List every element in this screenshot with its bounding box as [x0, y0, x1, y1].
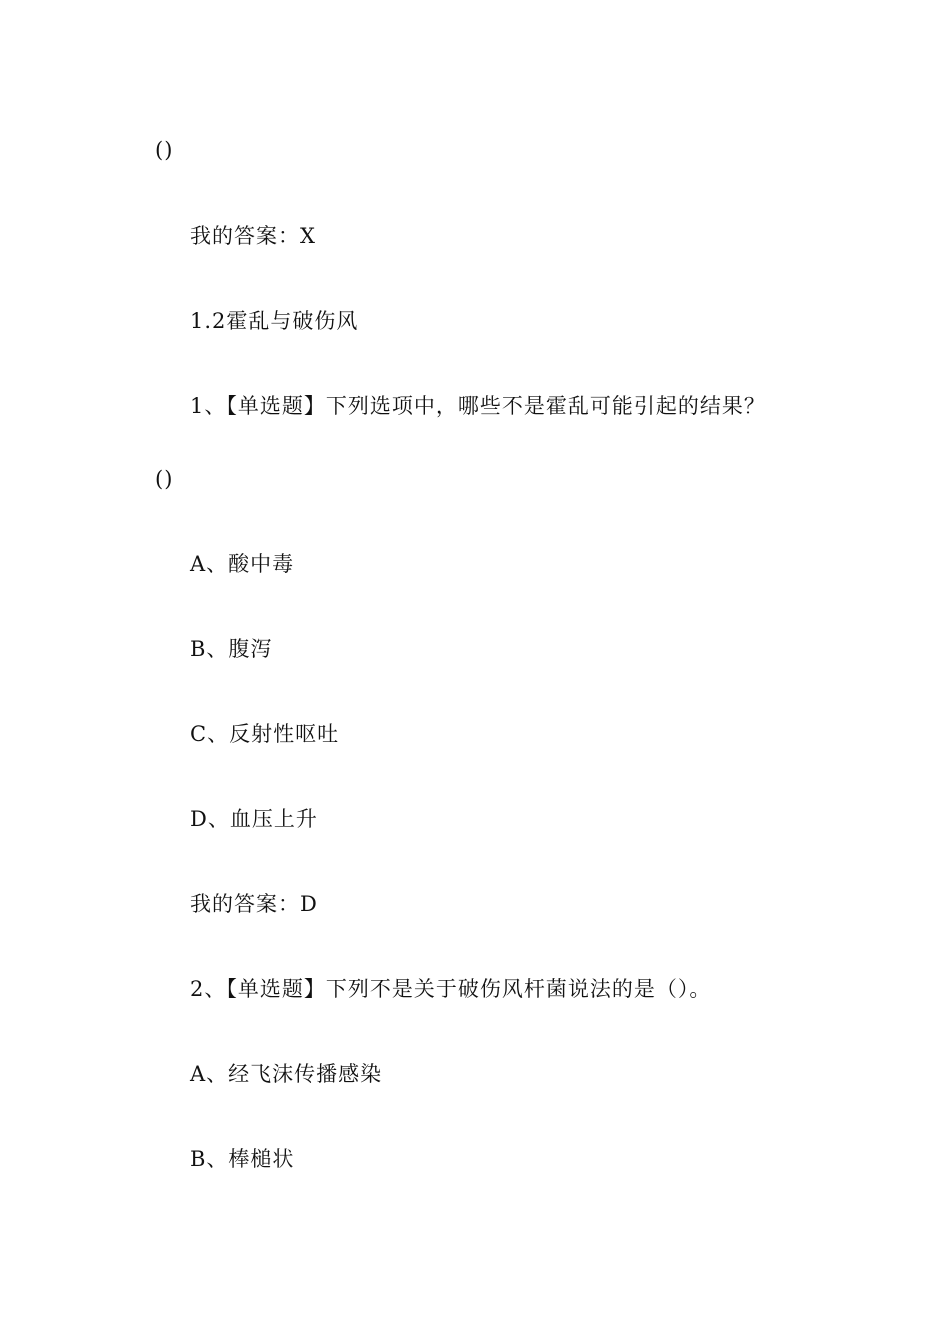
blank-parentheses: () [155, 138, 174, 162]
option-d: D、血压上升 [190, 807, 318, 831]
blank-parentheses: () [155, 467, 174, 491]
question-1: 1、【单选题】下列选项中，哪些不是霍乱可能引起的结果？ [190, 394, 766, 418]
section-heading: 1.2霍乱与破伤风 [190, 309, 359, 333]
option-b: B、棒槌状 [190, 1147, 295, 1171]
question-2: 2、【单选题】下列不是关于破伤风杆菌说法的是（）。 [190, 977, 712, 1001]
option-b: B、腹泻 [190, 637, 273, 661]
option-c: C、反射性呕吐 [190, 722, 340, 746]
my-answer: 我的答案：D [190, 892, 318, 916]
option-a: A、经飞沫传播感染 [190, 1062, 383, 1086]
my-answer: 我的答案：X [190, 224, 316, 248]
option-a: A、酸中毒 [190, 552, 295, 576]
